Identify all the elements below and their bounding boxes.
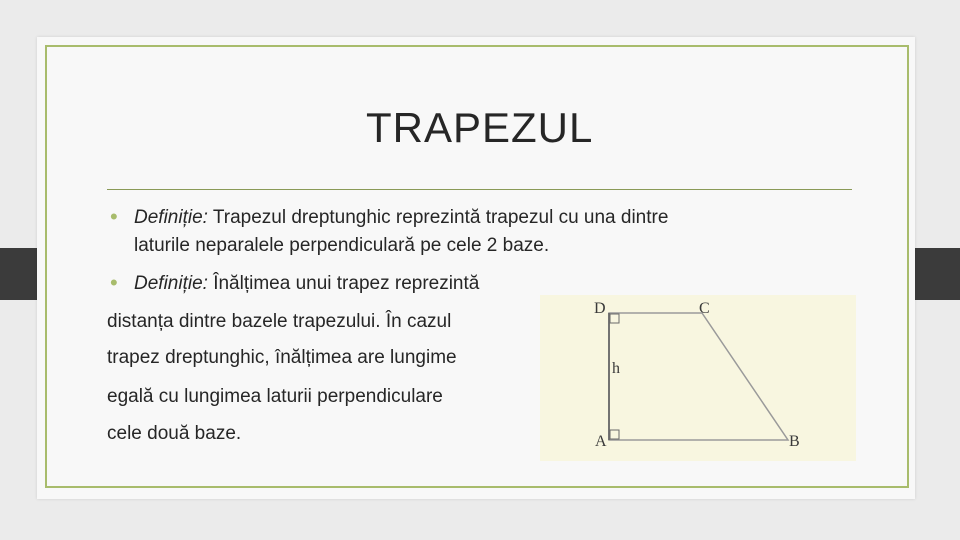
bullet-2-line-2: distanța dintre bazele trapezului. În cazul xyxy=(107,311,452,332)
bullet-1-line-1 xyxy=(134,207,668,229)
bullet-1-text: Trapezul dreptunghic reprezintă trapezul cu una dintre xyxy=(207,207,669,228)
bullet-1-term: Definiție: xyxy=(134,207,208,228)
bullet-2-text: Înălțimea unui trapez reprezintă xyxy=(207,273,480,294)
trapezoid-diagram xyxy=(540,295,856,461)
bullet-1-line-2: laturile neparalele perpendiculară pe cele 2 baze. xyxy=(134,235,550,256)
bullet-1-marker: • xyxy=(110,204,118,229)
title-divider xyxy=(107,189,852,190)
vertex-label-a: A xyxy=(595,433,607,450)
trapezoid-figure xyxy=(540,295,856,461)
bullet-2-line-1 xyxy=(134,273,479,295)
trapezoid-shape xyxy=(609,313,788,440)
bullet-2-line-3: trapez dreptunghic, înălțimea are lungime xyxy=(107,347,457,368)
right-angle-marker-d xyxy=(610,314,619,323)
vertex-label-d: D xyxy=(594,300,606,317)
bullet-2-line-4: egală cu lungimea laturii perpendiculare xyxy=(107,386,443,407)
bullet-2-line-5: cele două baze. xyxy=(107,423,242,444)
slide-title: TRAPEZUL xyxy=(366,104,594,151)
vertex-label-b: B xyxy=(789,433,800,450)
vertex-label-c: C xyxy=(699,300,710,317)
bullet-2-term: Definiție: xyxy=(134,273,208,294)
bullet-2-marker: • xyxy=(110,270,118,295)
right-angle-marker-a xyxy=(610,430,619,439)
height-label-h: h xyxy=(612,360,620,377)
